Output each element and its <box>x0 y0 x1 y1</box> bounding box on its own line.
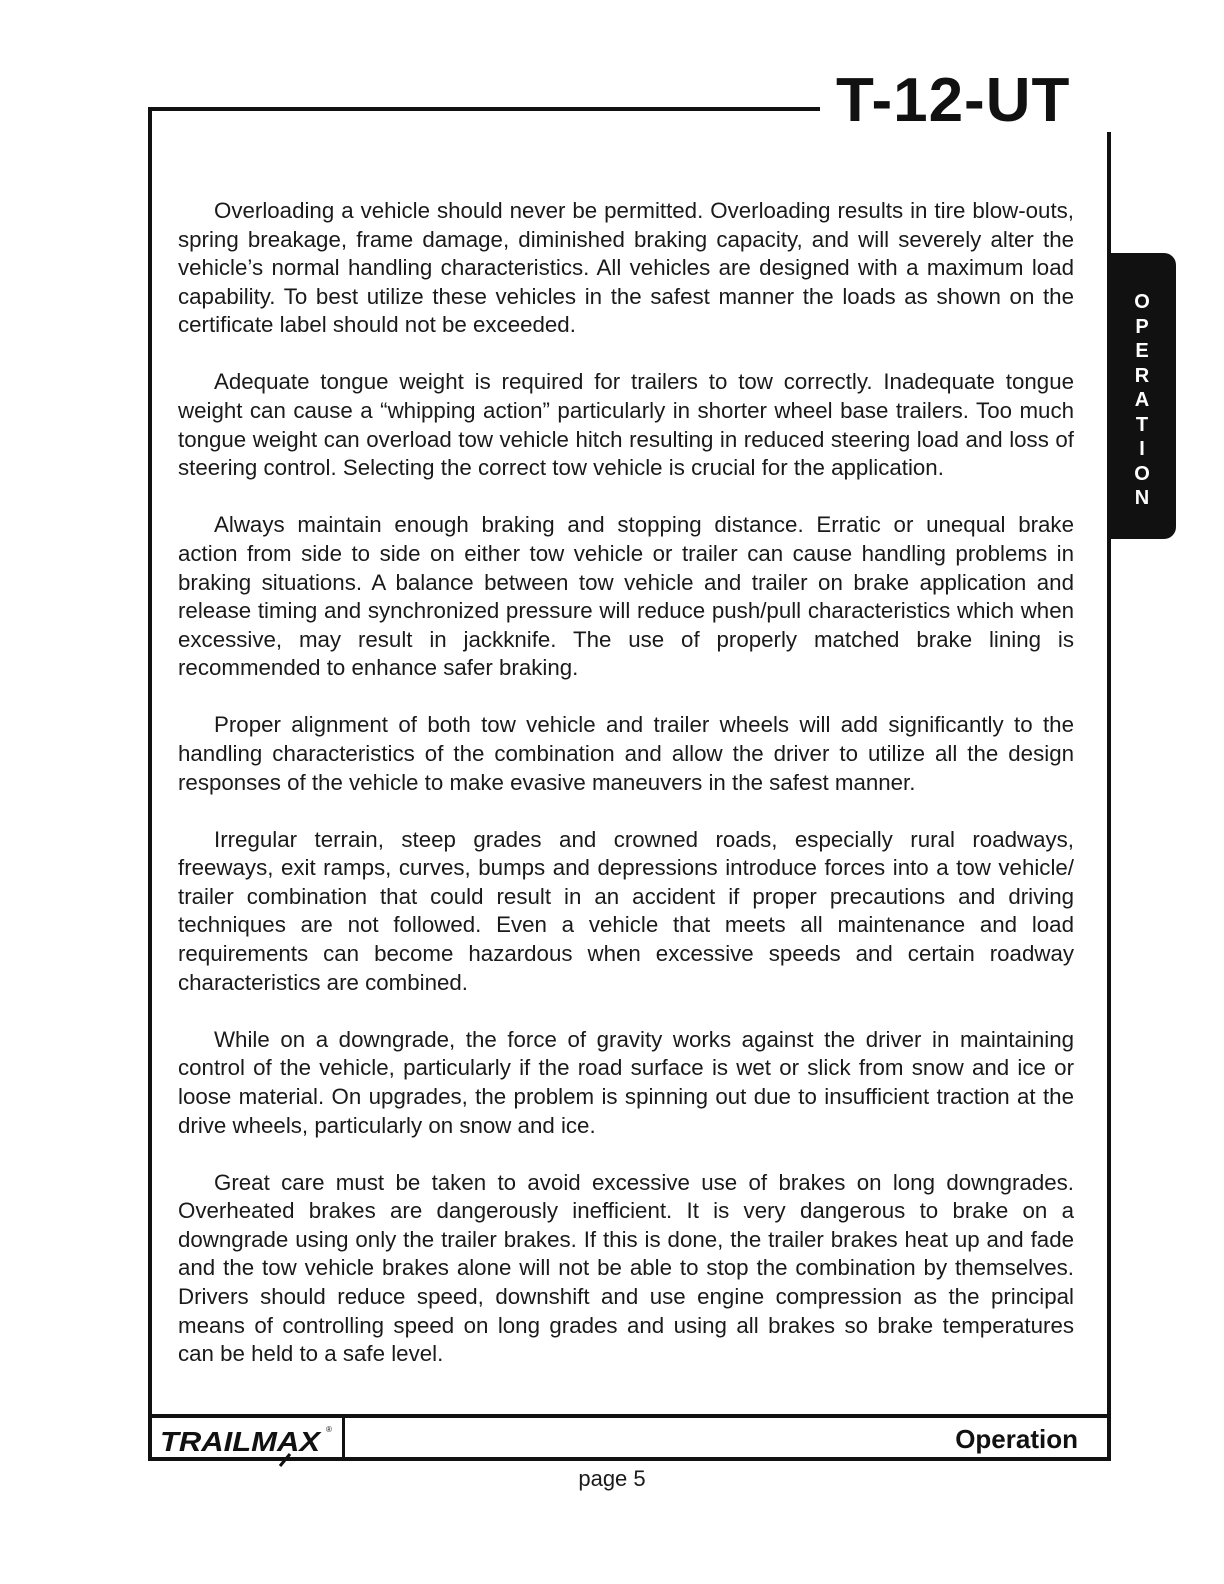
paragraph-tongue-weight: Adequate tongue weight is required for trailers to tow correctly. Inadequate tongue weight can cause a “whipping action” particularly in shorter wheel base trailers. Too much tongue weight can overload tow vehicle hitch resulting in reduced steering load and loss of steering control. Selecting the correct tow vehicle is crucial for the application. <box>178 369 1074 481</box>
paragraph-braking-distance: Always maintain enough braking and stopping distance. Erratic or unequal brake action from side to side on either tow vehicle or trailer can cause handling problems in braking situations. A balance between tow vehicle and trailer on brake application and release timing and synchronized pressure will reduce push/pull characteristics which when excessive, may result in jackknife. The use of properly matched brake lining is recommended to enhance safer braking. <box>178 512 1074 681</box>
footer-divider <box>342 1414 345 1461</box>
paragraph-alignment: Proper alignment of both tow vehicle and trailer wheels will add significantly to the handling characteristics of the combination and allow the driver to utilize all the design responses of the vehicle to make evasive maneuvers in the safest manner. <box>178 712 1074 795</box>
logo-wordmark: TRAILMAX <box>160 1426 323 1457</box>
trailmax-logo <box>158 1420 338 1468</box>
frame-top-rule <box>148 107 820 111</box>
frame-left-rule <box>148 107 152 1461</box>
side-tab-letter: O <box>1134 462 1150 485</box>
side-tab-letter: A <box>1134 389 1150 411</box>
registered-mark: ® <box>326 1425 332 1434</box>
side-tab-letter: P <box>1135 315 1149 338</box>
side-tab-letter: I <box>1139 438 1145 460</box>
footer-top-rule <box>148 1414 1111 1418</box>
body-text <box>178 197 1074 1397</box>
side-tab-letter: R <box>1134 364 1150 387</box>
model-title: T-12-UT <box>836 66 1071 135</box>
paragraph-irregular-terrain: Irregular terrain, steep grades and crowned roads, especially rural roadways, freeways, exit ramps, curves, bumps and depressions introduce forces into a tow vehicle/ trailer combination that could result in an accident if proper precautions and driving techniques are not followed. Even a vehicle that meets all maintenance and load requirements can become hazardous when excessive speeds and certain roadway characteristics are combined. <box>178 826 1074 995</box>
paragraph-overheated-brakes: Great care must be taken to avoid excessive use of brakes on long downgrades. Overheated brakes are dangerously inefficient. It is very dangerous to brake on a downgrade using only the trailer brakes. If this is done, the trailer brakes heat up and fade and the tow vehicle brakes alone will not be able to stop the combination by themselves. Drivers should reduce speed, downshift and use engine compression as the principal means of controlling speed on long grades and using all brakes so brake temperatures can be held to a safe level. <box>178 1169 1074 1367</box>
side-tab-letter: O <box>1134 291 1150 313</box>
page-number: page 5 <box>578 1466 646 1491</box>
footer-section-title: Operation <box>955 1424 1078 1454</box>
side-tab-letter: T <box>1135 413 1149 436</box>
paragraph-overloading: Overloading a vehicle should never be permitted. Overloading results in tire blow-outs, spring breakage, frame damage, diminished braking capacity, and will severely alter the vehicle’s normal handling characteristics. All vehicles are designed with a maximum load capability. To best utilize these vehicles in the safest manner the loads as shown on the certificate label should not be exceeded. <box>178 198 1074 338</box>
side-tab-letter: N <box>1134 487 1150 509</box>
section-side-tab-label <box>1127 290 1157 511</box>
paragraph-downgrade: While on a downgrade, the force of gravity works against the driver in maintaining control of the vehicle, particularly if the road surface is wet or slick from snow and ice or loose material. On upgrades, the problem is spinning out due to insufficient traction at the drive wheels, particularly on snow and ice. <box>178 1026 1074 1138</box>
side-tab-letter: E <box>1135 340 1149 362</box>
